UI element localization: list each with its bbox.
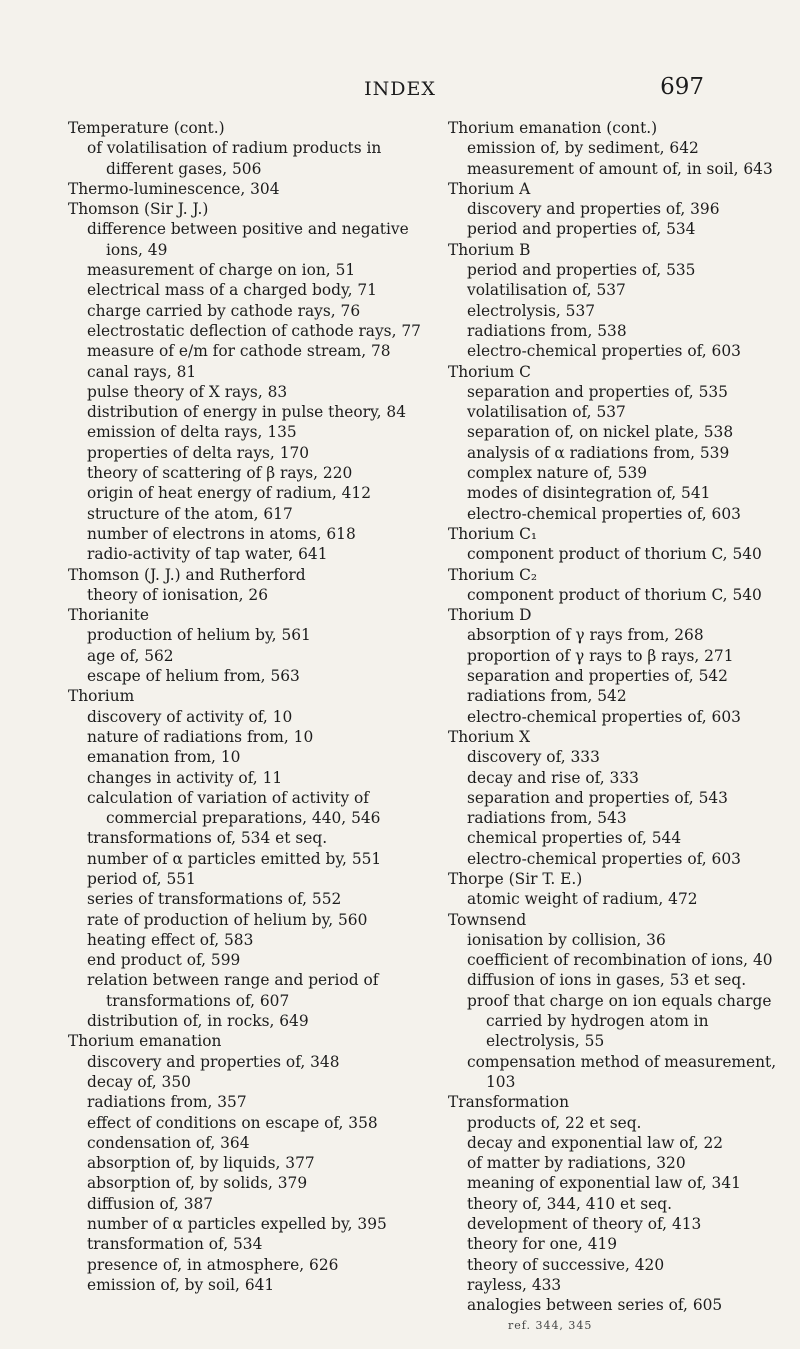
index-entry: Thorpe (Sir T. E.) — [448, 869, 583, 888]
index-subentry: products of, 22 et seq. — [467, 1113, 642, 1132]
index-subentry: coefficient of recombination of ions, 40 — [467, 951, 773, 970]
index-subentry: electro-chemical properties of, 603 — [467, 707, 741, 726]
page-header — [0, 74, 800, 104]
index-subentry: complex nature of, 539 — [467, 464, 648, 483]
index-entry: Thorium B — [448, 240, 531, 259]
index-subentry: theory of, 344, 410 et seq. — [467, 1194, 672, 1213]
index-subentry: development of theory of, 413 — [467, 1215, 702, 1234]
index-subentry: separation of, on nickel plate, 538 — [467, 423, 734, 442]
index-subentry: electro-chemical properties of, 603 — [467, 849, 741, 868]
index-subentry: radiations from, 542 — [467, 687, 627, 706]
index-subentry: emanation from, 10 — [87, 748, 241, 767]
index-subentry: of matter by radiations, 320 — [467, 1154, 686, 1173]
index-subentry: escape of helium from, 563 — [87, 667, 300, 686]
index-subentry: radio-activity of tap water, 641 — [87, 545, 328, 564]
index-subentry: diffusion of, 387 — [87, 1194, 214, 1213]
index-subentry: relation between range and period of transformations of, 607 — [87, 971, 379, 1010]
index-entry: Transformation — [448, 1093, 569, 1112]
index-subentry: separation and properties of, 542 — [467, 667, 728, 686]
index-subentry: separation and properties of, 535 — [467, 382, 728, 401]
index-entry: Thorium emanation (cont.) — [448, 119, 658, 137]
index-subentry: discovery and properties of, 396 — [467, 200, 720, 219]
index-subentry: pulse theory of X rays, 83 — [87, 382, 288, 401]
index-subentry: theory of successive, 420 — [467, 1255, 665, 1274]
index-subentry: heating effect of, 583 — [87, 930, 254, 949]
index-subentry: emission of, by sediment, 642 — [467, 139, 699, 158]
index-subentry: calculation of variation of activity of commercial preparations, 440, 546 — [87, 788, 381, 828]
index-entry: Thorium C₂ — [448, 565, 538, 584]
index-subentry: analysis of α radiations from, 539 — [467, 443, 730, 462]
index-subentry: emission of, by soil, 641 — [87, 1275, 275, 1294]
index-subentry: electrolysis, 537 — [467, 301, 596, 320]
index-subentry: number of electrons in atoms, 618 — [87, 524, 356, 543]
index-subentry: transformations of, 534 et seq. — [87, 829, 328, 848]
index-subentry: volatilisation of, 537 — [467, 403, 626, 422]
index-subentry: component product of thorium C, 540 — [467, 585, 762, 604]
index-entry: Thermo-luminescence, 304 — [68, 179, 280, 198]
index-entry: Thomson (J. J.) and Rutherford — [68, 565, 306, 584]
index-subentry: canal rays, 81 — [87, 362, 197, 381]
index-column-left — [68, 118, 423, 1295]
index-subentry: series of transformations of, 552 — [87, 890, 342, 909]
index-subentry: production of helium by, 561 — [87, 626, 311, 645]
index-subentry: number of α particles expelled by, 395 — [87, 1215, 387, 1234]
index-subentry: transformation of, 534 — [87, 1235, 263, 1254]
index-subentry: end product of, 599 — [87, 951, 241, 970]
index-subentry: radiations from, 543 — [467, 809, 627, 828]
index-subentry: proof that charge on ion equals charge carried by hydrogen atom in electrolysis, 55 — [467, 991, 772, 1051]
index-subentry: of volatilisation of radium products in different gases, 506 — [87, 139, 382, 178]
index-subentry: rate of production of helium by, 560 — [87, 910, 368, 929]
index-subentry: theory of ionisation, 26 — [87, 585, 269, 604]
index-subentry: decay and rise of, 333 — [467, 768, 639, 787]
index-subentry: presence of, in atmosphere, 626 — [87, 1255, 339, 1274]
index-subentry: structure of the atom, 617 — [87, 504, 293, 523]
index-subentry: absorption of γ rays from, 268 — [467, 626, 704, 645]
index-subentry: distribution of energy in pulse theory, 84 — [87, 403, 407, 422]
index-subentry: nature of radiations from, 10 — [87, 727, 314, 746]
index-subentry: radiations from, 538 — [467, 321, 627, 340]
index-subentry: absorption of, by solids, 379 — [87, 1174, 308, 1193]
index-subentry: compensation method of measurement, 103 — [467, 1052, 777, 1091]
index-subentry: measurement of charge on ion, 51 — [87, 261, 356, 280]
index-entry: Townsend — [448, 910, 527, 929]
index-entry: Thorianite — [68, 606, 150, 625]
index-subentry: measure of e/m for cathode stream, 78 — [87, 342, 391, 361]
index-subentry: decay of, 350 — [87, 1072, 191, 1091]
index-subentry: modes of disintegration of, 541 — [467, 484, 711, 503]
index-subentry: absorption of, by liquids, 377 — [87, 1154, 315, 1173]
index-subentry: analogies between series of, 605 — [467, 1296, 723, 1315]
index-subentry: theory for one, 419 — [467, 1235, 618, 1254]
index-subentry: period of, 551 — [87, 869, 196, 888]
index-subentry: period and properties of, 534 — [467, 220, 696, 239]
index-subentry: difference between positive and negative ions, 49 — [87, 220, 409, 259]
index-subentry: electrostatic deflection of cathode rays, 77 — [87, 321, 421, 340]
index-subentry: electrical mass of a charged body, 71 — [87, 281, 377, 300]
index-subentry: diffusion of ions in gases, 53 et seq. — [467, 971, 747, 990]
index-subentry: period and properties of, 535 — [467, 261, 696, 280]
index-entry: Temperature (cont.) — [68, 119, 225, 137]
index-subentry: distribution of, in rocks, 649 — [87, 1012, 309, 1031]
index-subentry: charge carried by cathode rays, 76 — [87, 301, 361, 320]
index-subentry: electro-chemical properties of, 603 — [467, 342, 741, 361]
index-subentry: measurement of amount of, in soil, 643 — [467, 159, 773, 178]
index-subentry: chemical properties of, 544 — [467, 829, 682, 848]
index-subentry: component product of thorium C, 540 — [467, 545, 762, 564]
index-entry: Thorium C₁ — [448, 524, 538, 543]
index-subentry: discovery of, 333 — [467, 748, 600, 767]
index-entry: Thorium emanation — [68, 1032, 222, 1051]
index-subentry: volatilisation of, 537 — [467, 281, 626, 300]
index-subentry: number of α particles emitted by, 551 — [87, 849, 382, 868]
index-subentry: effect of conditions on escape of, 358 — [87, 1113, 378, 1132]
index-entry: Thorium A — [448, 179, 531, 198]
index-subentry: theory of scattering of β rays, 220 — [87, 464, 353, 483]
index-entry: Thomson (Sir J. J.) — [68, 200, 209, 219]
index-subentry: electro-chemical properties of, 603 — [467, 504, 741, 523]
index-subentry: age of, 562 — [87, 646, 174, 665]
index-subentry: radiations from, 357 — [87, 1093, 247, 1112]
index-subentry: meaning of exponential law of, 341 — [467, 1174, 741, 1193]
page-number: 697 — [660, 74, 704, 100]
index-column-right — [448, 118, 800, 1336]
index-subentry: separation and properties of, 543 — [467, 788, 728, 807]
index-subentry: atomic weight of radium, 472 — [467, 890, 698, 909]
page-title: INDEX — [364, 78, 436, 100]
index-subentry: changes in activity of, 11 — [87, 768, 283, 787]
index-subentry: rayless, 433 — [467, 1275, 562, 1294]
index-entry: Thorium C — [448, 362, 531, 381]
index-subentry: decay and exponential law of, 22 — [467, 1133, 724, 1152]
index-subentry: discovery of activity of, 10 — [87, 707, 293, 726]
handwritten-note: ref. 344, 345 — [508, 1318, 593, 1332]
index-subentry: proportion of γ rays to β rays, 271 — [467, 646, 734, 665]
index-entry: Thorium — [68, 687, 135, 706]
index-subentry: properties of delta rays, 170 — [87, 443, 310, 462]
index-subentry: condensation of, 364 — [87, 1133, 250, 1152]
index-entry: Thorium X — [448, 727, 531, 746]
index-subentry: emission of delta rays, 135 — [87, 423, 297, 442]
index-subentry: discovery and properties of, 348 — [87, 1052, 340, 1071]
index-entry: Thorium D — [448, 606, 532, 625]
index-subentry: ionisation by collision, 36 — [467, 930, 666, 949]
index-subentry: origin of heat energy of radium, 412 — [87, 484, 372, 503]
